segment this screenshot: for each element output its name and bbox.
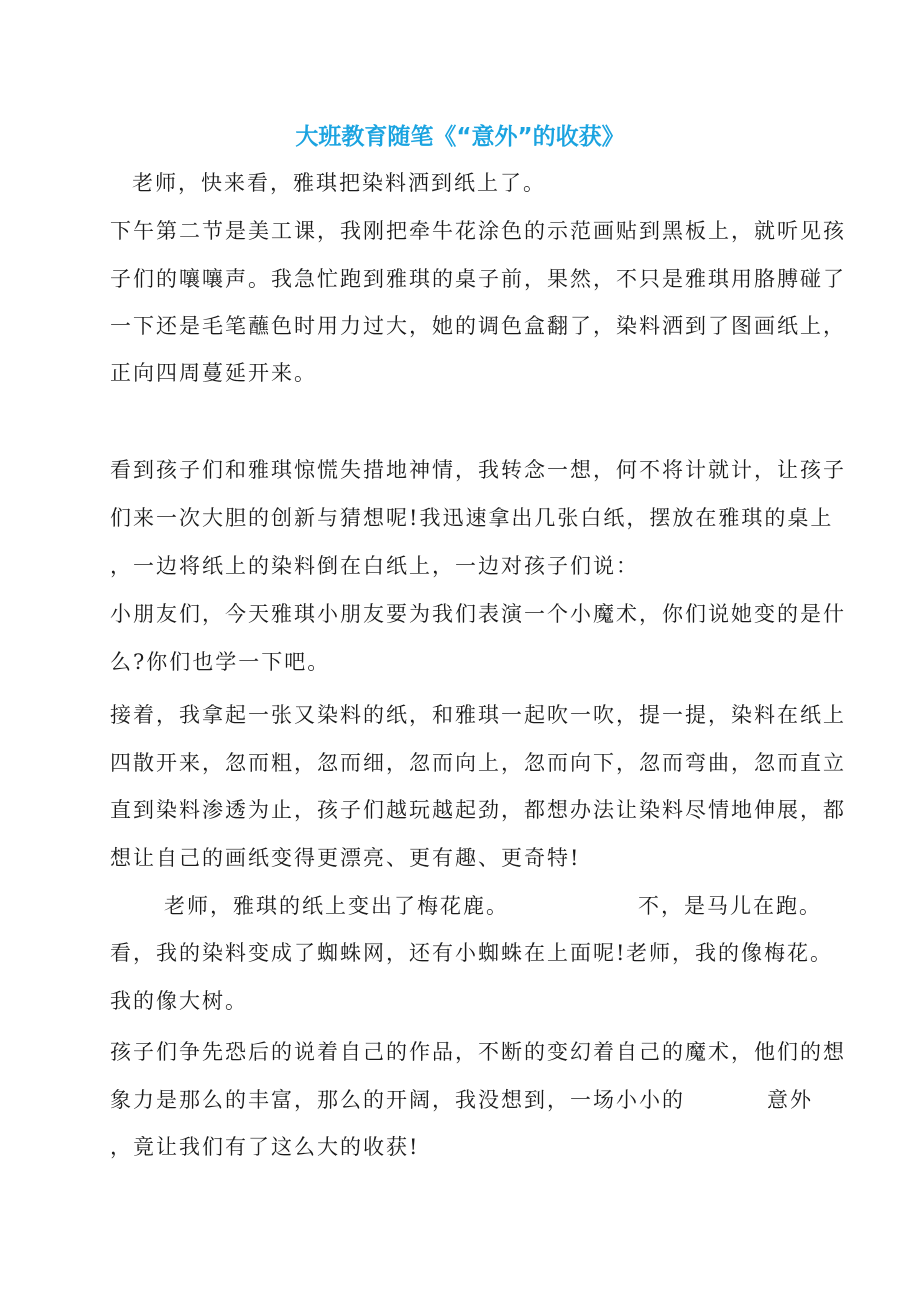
paragraph-line: 么?你们也学一下吧。 (110, 650, 331, 674)
paragraph-line: ，竟让我们有了这么大的收获! (110, 1135, 420, 1159)
dialogue-line: 老师，雅琪的纸上变出了梅花鹿。 (164, 894, 509, 918)
dialogue-line: 不，是马儿在跑。 (638, 894, 822, 918)
paragraph-line: 正向四周蔓延开来。 (110, 361, 317, 385)
paragraph-line: 一下还是毛笔蘸色时用力过大，她的调色盒翻了，染料洒到了图画纸上， (110, 314, 846, 338)
paragraph-line: 接着，我拿起一张又染料的纸，和雅琪一起吹一吹，提一提，染料在纸上 (110, 703, 846, 727)
paragraph-line: 四散开来，忽而粗，忽而细，忽而向上，忽而向下，忽而弯曲，忽而直立 (110, 751, 846, 775)
dialogue-line: 看，我的染料变成了蜘蛛网，还有小蜘蛛在上面呢! (110, 941, 627, 965)
document-title: 大班教育随笔《“意外”的收获》 (295, 124, 625, 150)
dialogue-line: 我的像大树。 (110, 989, 248, 1013)
paragraph-line: 老师，快来看，雅琪把染料洒到纸上了。 (132, 171, 546, 195)
dialogue-line: 老师，我的像梅花。 (626, 941, 833, 965)
paragraph-line: 直到染料渗透为止，孩子们越玩越起劲，都想办法让染料尽情地伸展，都 (110, 798, 846, 822)
paragraph-line: 意外 (767, 1088, 813, 1112)
paragraph-line: 下午第二节是美工课，我刚把牵牛花涂色的示范画贴到黑板上，就听见孩 (110, 219, 846, 243)
paragraph-line: 子们的嚷嚷声。我急忙跑到雅琪的桌子前，果然，不只是雅琪用胳膊碰了 (110, 267, 846, 291)
paragraph-line: 想让自己的画纸变得更漂亮、更有趣、更奇特! (110, 846, 581, 870)
paragraph-line: 看到孩子们和雅琪惊慌失措地神情，我转念一想，何不将计就计，让孩子 (110, 458, 846, 482)
paragraph-line: 孩子们争先恐后的说着自己的作品，不断的变幻着自己的魔术，他们的想 (110, 1040, 846, 1064)
paragraph-line: 们来一次大胆的创新与猜想呢!我迅速拿出几张白纸，摆放在雅琪的桌上 (110, 506, 834, 530)
paragraph-line: 象力是那么的丰富，那么的开阔，我没想到，一场小小的 (110, 1088, 685, 1112)
paragraph-line: ，一边将纸上的染料倒在白纸上，一边对孩子们说： (110, 554, 639, 578)
paragraph-line: 小朋友们，今天雅琪小朋友要为我们表演一个小魔术，你们说她变的是什 (110, 602, 846, 626)
